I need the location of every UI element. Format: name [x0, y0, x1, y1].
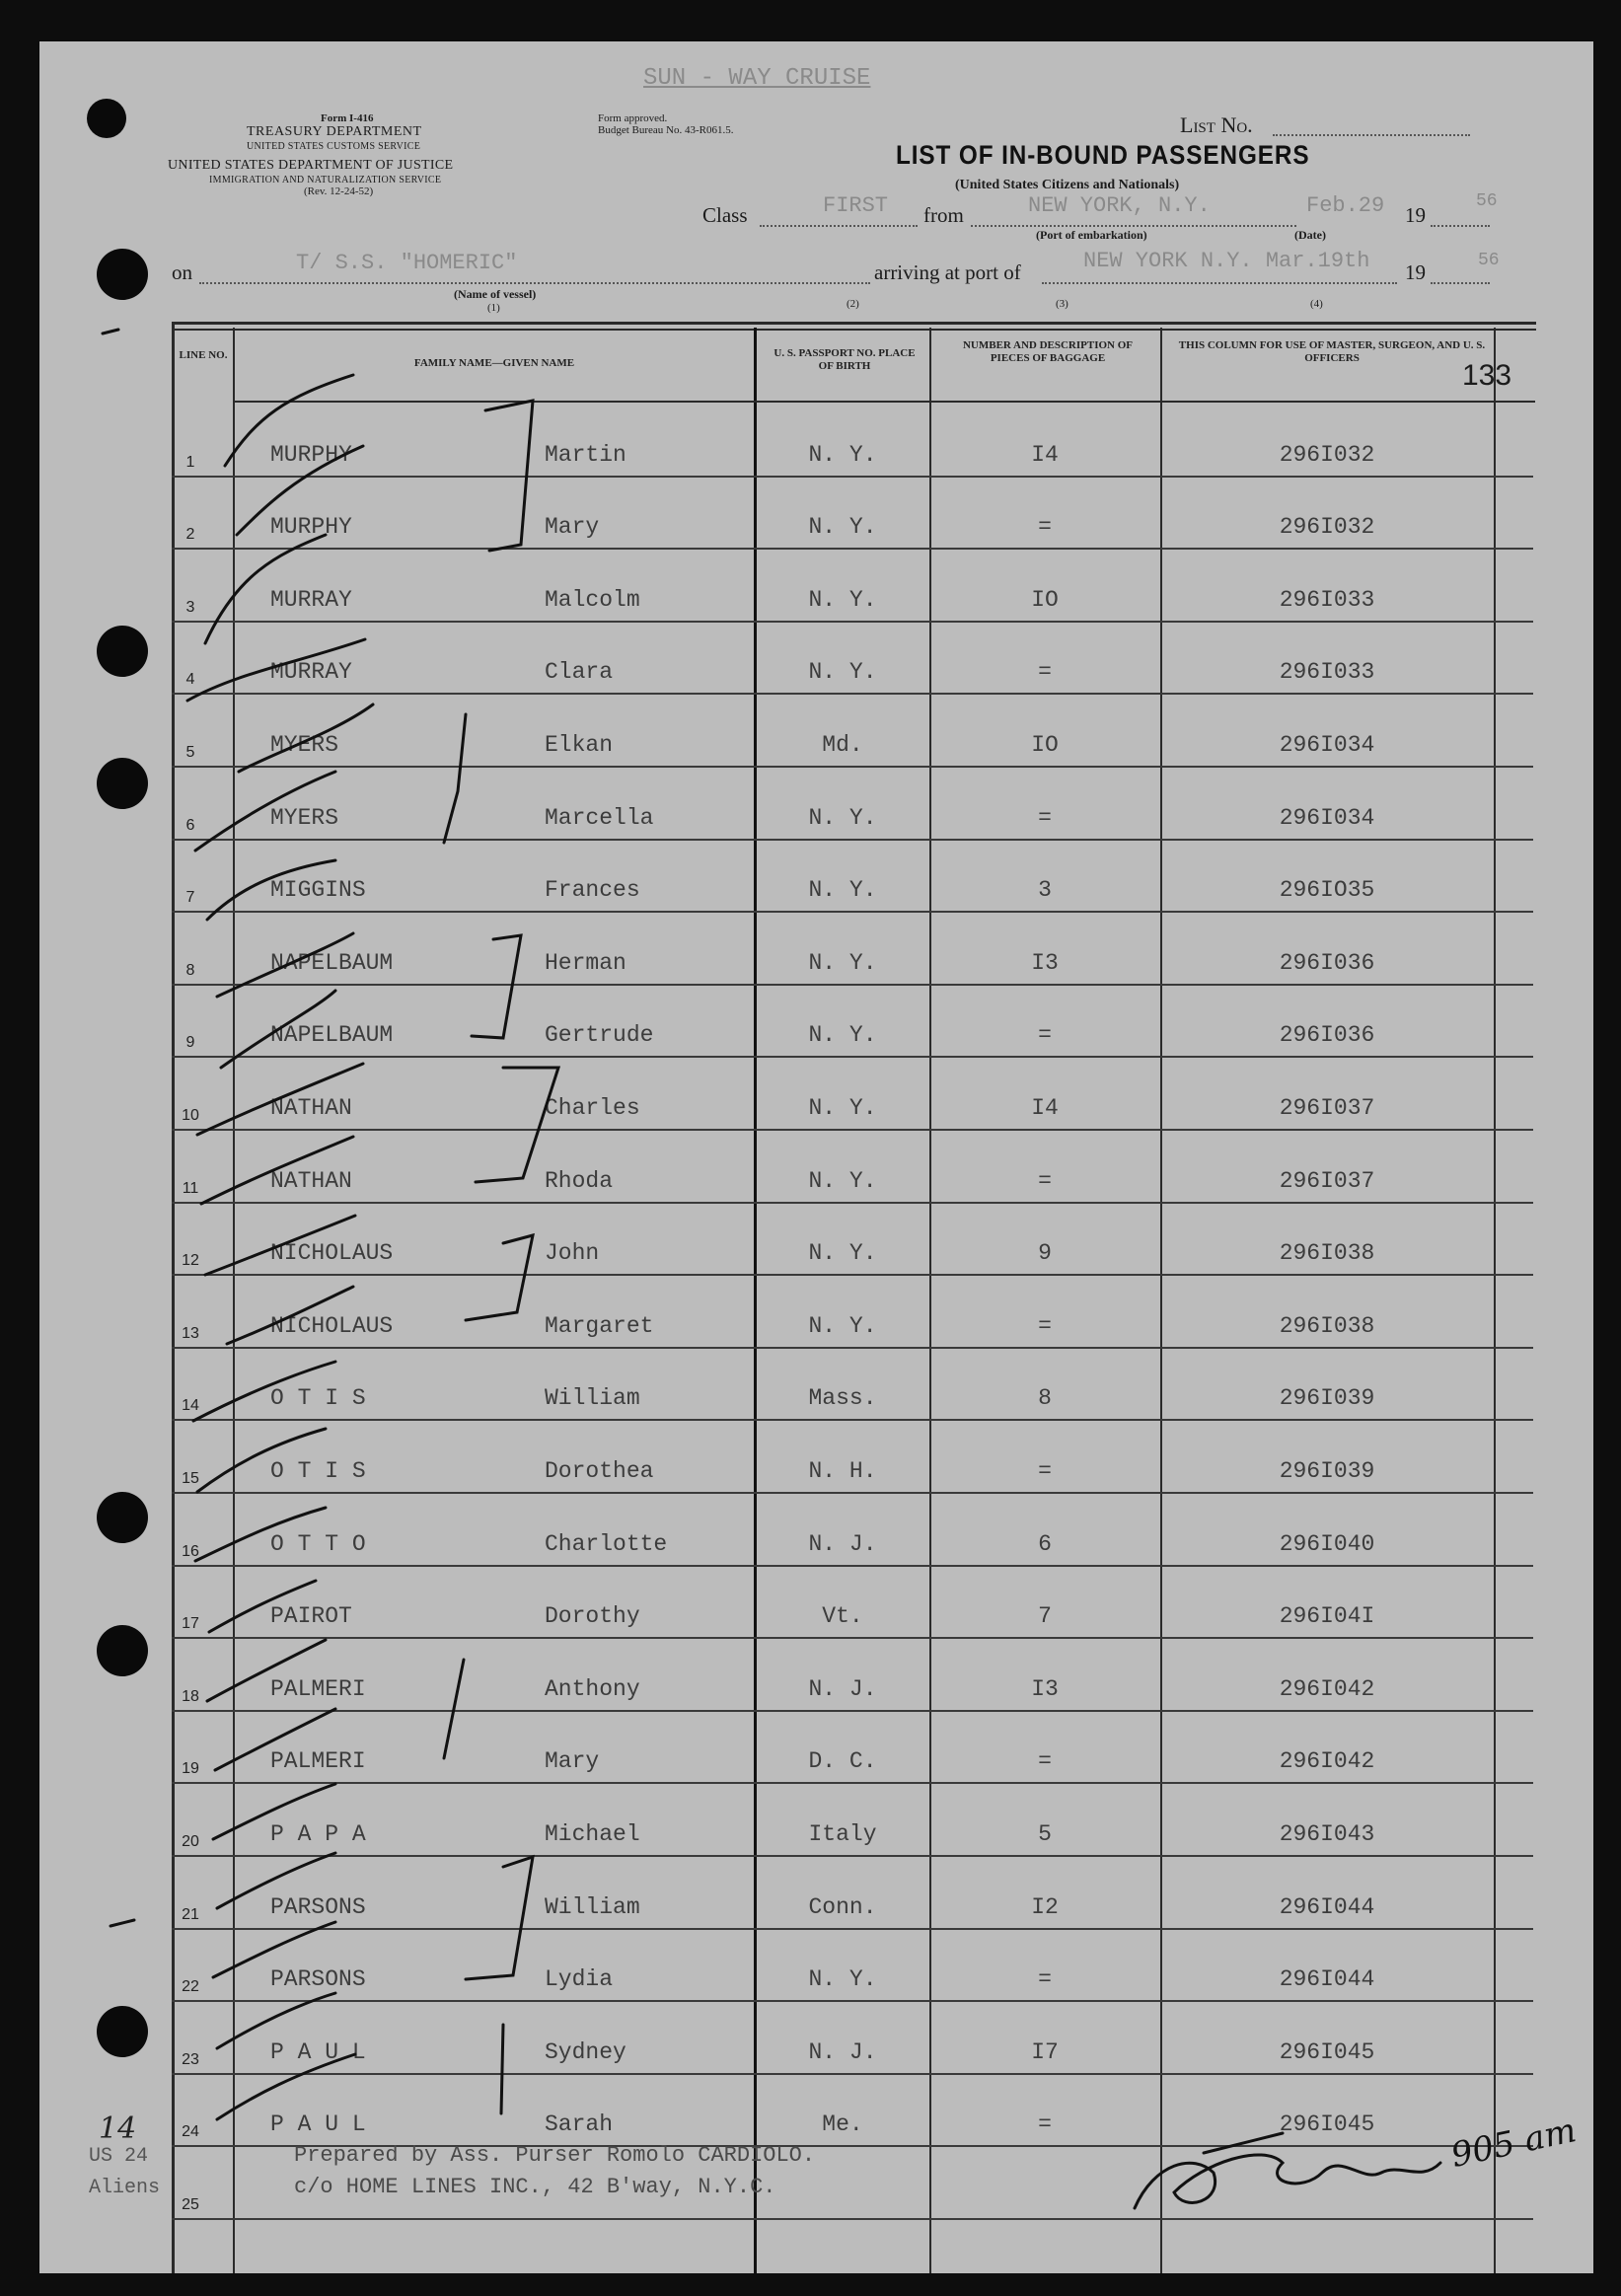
line-number: 2: [185, 526, 195, 544]
line-number: 15: [182, 1469, 199, 1487]
officer-code: 296I036: [1279, 1022, 1375, 1049]
given-name: Charlotte: [545, 1530, 668, 1557]
departure-date: Feb.29: [1306, 193, 1385, 218]
given-name: John: [545, 1240, 600, 1267]
baggage-count: =: [1038, 804, 1052, 831]
given-name: Lydia: [545, 1966, 614, 1993]
line-number: 8: [185, 961, 195, 979]
vessel-note: SUN - WAY CRUISE: [643, 65, 871, 92]
officer-code: 296I039: [1279, 1385, 1375, 1412]
place-of-birth: Conn.: [808, 1893, 877, 1920]
column-4-number: (4): [1310, 298, 1323, 310]
officer-code: 296I034: [1279, 804, 1375, 831]
baggage-count: 7: [1038, 1603, 1052, 1630]
list-number-label: List No.: [1180, 112, 1253, 137]
given-name: Gertrude: [545, 1022, 654, 1049]
given-name: Frances: [545, 877, 640, 904]
officer-code: 296I032: [1279, 441, 1375, 468]
class-label: Class: [702, 203, 748, 227]
place-of-birth: N. Y.: [808, 949, 877, 976]
officer-code: 296I045: [1279, 2038, 1375, 2065]
line-number: 12: [182, 1252, 199, 1270]
line-number: 22: [182, 1978, 199, 1996]
place-of-birth: Mass.: [808, 1385, 877, 1412]
family-name: NAPELBAUM: [270, 1022, 394, 1049]
line-number: 3: [185, 598, 195, 616]
family-name: PALMERI: [270, 1748, 366, 1775]
given-name: Margaret: [545, 1312, 654, 1339]
place-of-birth: N. J.: [808, 1530, 877, 1557]
page-number: 133: [1462, 359, 1512, 392]
family-name: NICHOLAUS: [270, 1240, 394, 1267]
baggage-count: I2: [1031, 1893, 1059, 1920]
line-number: 19: [182, 1760, 199, 1778]
line-number: 20: [182, 1832, 199, 1850]
given-name: Herman: [545, 949, 626, 976]
place-of-birth: N. Y.: [808, 659, 877, 686]
officer-code: 296I034: [1279, 731, 1375, 758]
immigration-service: IMMIGRATION AND NATURALIZATION SERVICE: [209, 175, 442, 185]
given-name: Dorothea: [545, 1457, 654, 1484]
header-officers: THIS COLUMN FOR USE OF MASTER, SURGEON, AND U. S. OFFICERS: [1178, 339, 1486, 364]
class-value: FIRST: [823, 193, 889, 218]
line-number: 5: [185, 743, 195, 761]
place-of-birth: Md.: [822, 731, 863, 758]
officer-code: 296I036: [1279, 949, 1375, 976]
port-embarkation-label: (Port of embarkation): [1036, 228, 1147, 242]
family-name: NATHAN: [270, 1094, 352, 1121]
line-number: 6: [185, 816, 195, 834]
family-name: P A P A: [270, 1820, 366, 1847]
family-name: P A U L: [270, 2111, 366, 2138]
place-of-birth: D. C.: [808, 1748, 877, 1775]
officer-code: 296IO35: [1279, 877, 1375, 904]
family-name: MURRAY: [270, 586, 352, 613]
place-of-birth: N. Y.: [808, 1312, 877, 1339]
officer-code: 296I044: [1279, 1966, 1375, 1993]
given-name: Sarah: [545, 2111, 614, 2138]
line-number: 13: [182, 1324, 199, 1342]
place-of-birth: N. Y.: [808, 586, 877, 613]
baggage-count: =: [1038, 2111, 1052, 2138]
officer-code: 296I038: [1279, 1312, 1375, 1339]
arrival-year-prefix: 19: [1405, 260, 1426, 284]
baggage-count: I7: [1031, 2038, 1059, 2065]
given-name: Martin: [545, 441, 626, 468]
given-name: Sydney: [545, 2038, 626, 2065]
officer-code: 296I037: [1279, 1167, 1375, 1194]
column-1-number: (1): [487, 302, 500, 314]
place-of-birth: N. J.: [808, 1675, 877, 1702]
arriving-label: arriving at port of: [874, 260, 1021, 284]
family-name: MURPHY: [270, 441, 352, 468]
given-name: Dorothy: [545, 1603, 640, 1630]
header-baggage: NUMBER AND DESCRIPTION OF PIECES OF BAGGAGE: [962, 339, 1134, 364]
baggage-count: =: [1038, 1167, 1052, 1194]
baggage-count: =: [1038, 659, 1052, 686]
officer-code: 296I032: [1279, 514, 1375, 541]
place-of-birth: N. Y.: [808, 1966, 877, 1993]
officer-code: 296I040: [1279, 1530, 1375, 1557]
line-number: 9: [185, 1034, 195, 1052]
given-name: Rhoda: [545, 1167, 614, 1194]
family-name: NATHAN: [270, 1167, 352, 1194]
officer-code: 296I033: [1279, 659, 1375, 686]
baggage-count: =: [1038, 1457, 1052, 1484]
given-name: Elkan: [545, 731, 614, 758]
officer-code: 296I04I: [1279, 1603, 1375, 1630]
from-value: NEW YORK, N.Y.: [1028, 193, 1211, 218]
baggage-count: IO: [1031, 731, 1059, 758]
given-name: Marcella: [545, 804, 654, 831]
line-number: 7: [185, 889, 195, 907]
manifest-page: [39, 41, 1593, 2273]
family-name: MYERS: [270, 804, 339, 831]
on-label: on: [172, 260, 192, 284]
baggage-count: 8: [1038, 1385, 1052, 1412]
line-number: 10: [182, 1106, 199, 1124]
baggage-count: I3: [1031, 1675, 1059, 1702]
family-name: O T T O: [270, 1530, 366, 1557]
place-of-birth: N. Y.: [808, 441, 877, 468]
line-number: 11: [182, 1179, 199, 1197]
arrival-port: NEW YORK N.Y. Mar.19th: [1083, 249, 1370, 273]
family-name: PARSONS: [270, 1966, 366, 1993]
place-of-birth: N. Y.: [808, 877, 877, 904]
family-name: O T I S: [270, 1457, 366, 1484]
officer-code: 296I033: [1279, 586, 1375, 613]
place-of-birth: N. Y.: [808, 514, 877, 541]
arrival-year: 56: [1478, 251, 1500, 270]
place-of-birth: Me.: [822, 2111, 863, 2138]
vessel-name-label: (Name of vessel): [454, 287, 537, 301]
place-of-birth: N. H.: [808, 1457, 877, 1484]
from-label: from: [923, 203, 964, 227]
agent-address: c/o HOME LINES INC., 42 B'way, N.Y.C.: [294, 2175, 776, 2199]
baggage-count: =: [1038, 1966, 1052, 1993]
list-title: LIST OF IN-BOUND PASSENGERS: [896, 140, 1310, 170]
place-of-birth: N. Y.: [808, 1022, 877, 1049]
line-number: 25: [182, 2195, 199, 2213]
revision-date: (Rev. 12-24-52): [304, 185, 374, 197]
family-name: PALMERI: [270, 1675, 366, 1702]
line-number: 23: [182, 2050, 199, 2068]
departure-year: 56: [1476, 191, 1498, 211]
column-2-number: (2): [847, 298, 859, 310]
given-name: Malcolm: [545, 586, 640, 613]
place-of-birth: N. Y.: [808, 1240, 877, 1267]
line-number: 17: [182, 1615, 199, 1633]
place-of-birth: N. Y.: [808, 1167, 877, 1194]
vessel-name: T/ S.S. "HOMERIC": [296, 251, 518, 275]
baggage-count: =: [1038, 1312, 1052, 1339]
header-name: FAMILY NAME—GIVEN NAME: [413, 357, 575, 369]
treasury-department: TREASURY DEPARTMENT: [247, 124, 422, 139]
baggage-count: 3: [1038, 877, 1052, 904]
officer-code: 296I045: [1279, 2111, 1375, 2138]
header-line-no: LINE NO.: [179, 349, 228, 361]
given-name: Mary: [545, 1748, 600, 1775]
margin-note-count: 14: [99, 2111, 137, 2146]
line-number: 24: [182, 2123, 199, 2141]
given-name: Mary: [545, 514, 600, 541]
baggage-count: I4: [1031, 441, 1059, 468]
line-number: 1: [185, 453, 195, 471]
line-number: 4: [185, 671, 195, 689]
place-of-birth: N. J.: [808, 2038, 877, 2065]
list-subtitle: (United States Citizens and Nationals): [955, 178, 1180, 192]
header-passport: U. S. PASSPORT NO. PLACE OF BIRTH: [774, 347, 916, 372]
family-name: MIGGINS: [270, 877, 366, 904]
given-name: Anthony: [545, 1675, 640, 1702]
given-name: Clara: [545, 659, 614, 686]
officer-code: 296I038: [1279, 1240, 1375, 1267]
family-name: NAPELBAUM: [270, 949, 394, 976]
officer-code: 296I044: [1279, 1893, 1375, 1920]
family-name: P A U L: [270, 2038, 366, 2065]
baggage-count: 5: [1038, 1820, 1052, 1847]
justice-department: UNITED STATES DEPARTMENT OF JUSTICE: [168, 158, 454, 173]
family-name: MYERS: [270, 731, 339, 758]
margin-note-us: US 24: [89, 2145, 149, 2168]
baggage-count: I3: [1031, 949, 1059, 976]
baggage-count: 6: [1038, 1530, 1052, 1557]
place-of-birth: Vt.: [822, 1603, 863, 1630]
handwritten-marks: [39, 41, 1593, 2273]
place-of-birth: N. Y.: [808, 804, 877, 831]
family-name: NICHOLAUS: [270, 1312, 394, 1339]
baggage-count: I4: [1031, 1094, 1059, 1121]
officer-code: 296I037: [1279, 1094, 1375, 1121]
baggage-count: =: [1038, 1748, 1052, 1775]
officer-code: 296I042: [1279, 1748, 1375, 1775]
line-number: 18: [182, 1687, 199, 1705]
baggage-count: =: [1038, 1022, 1052, 1049]
prepared-by: Prepared by Ass. Purser Romolo CARDIOLO.: [294, 2143, 816, 2168]
place-of-birth: N. Y.: [808, 1094, 877, 1121]
budget-bureau: Budget Bureau No. 43-R061.5.: [598, 124, 734, 136]
column-3-number: (3): [1056, 298, 1068, 310]
baggage-count: IO: [1031, 586, 1059, 613]
officer-code: 296I043: [1279, 1820, 1375, 1847]
signature-time-note: 905 am: [1447, 2111, 1580, 2176]
line-number: 21: [182, 1905, 199, 1923]
baggage-count: =: [1038, 514, 1052, 541]
family-name: O T I S: [270, 1385, 366, 1412]
form-number: Form I-416: [321, 112, 374, 124]
family-name: MURRAY: [270, 659, 352, 686]
date-label: (Date): [1294, 228, 1326, 242]
line-number: 14: [182, 1397, 199, 1415]
family-name: MURPHY: [270, 514, 352, 541]
year-prefix: 19: [1405, 203, 1426, 227]
officer-code: 296I039: [1279, 1457, 1375, 1484]
given-name: Michael: [545, 1820, 640, 1847]
line-number: 16: [182, 1542, 199, 1560]
given-name: Charles: [545, 1094, 640, 1121]
customs-service: UNITED STATES CUSTOMS SERVICE: [247, 141, 421, 152]
family-name: PARSONS: [270, 1893, 366, 1920]
place-of-birth: Italy: [808, 1820, 877, 1847]
family-name: PAIROT: [270, 1603, 352, 1630]
officer-code: 296I042: [1279, 1675, 1375, 1702]
given-name: William: [545, 1893, 640, 1920]
given-name: William: [545, 1385, 640, 1412]
baggage-count: 9: [1038, 1240, 1052, 1267]
form-approved: Form approved.: [598, 112, 668, 124]
margin-note-aliens: Aliens: [89, 2177, 161, 2199]
